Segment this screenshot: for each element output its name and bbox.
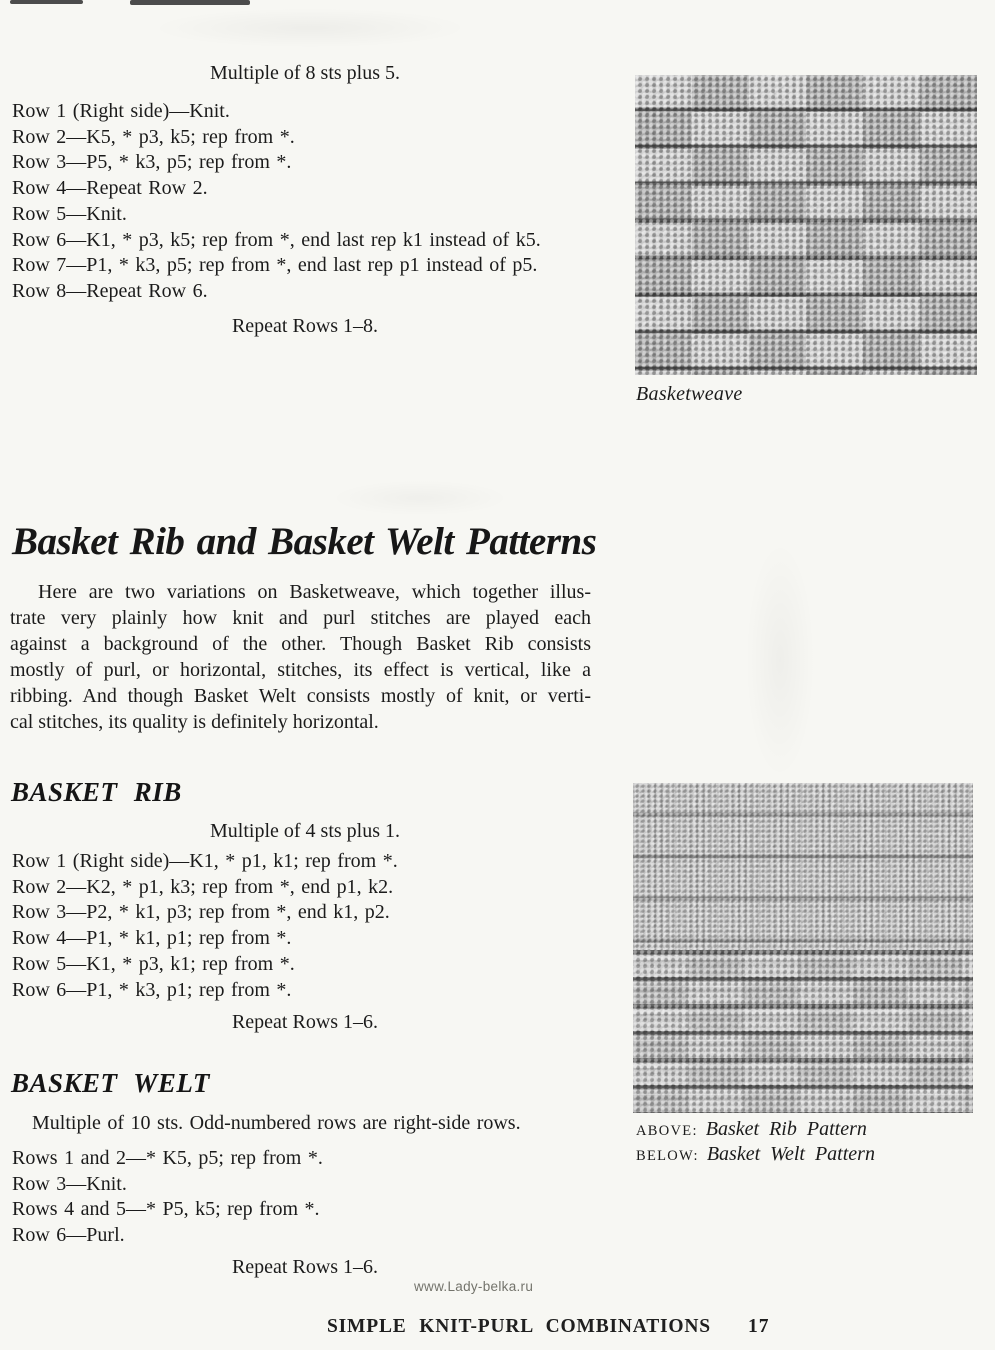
paragraph-line: trate very plainly how knit and purl stitches are played each (10, 607, 591, 629)
paragraph-line: Here are two variations on Basketweave, which together illus- (38, 581, 591, 603)
pattern-row: Row 2—K5, * p3, k5; rep from *. (12, 125, 295, 148)
basketweave-photo-caption: Basketweave (636, 383, 743, 405)
pattern-row: Row 5—Knit. (12, 202, 127, 225)
pattern-row: Row 1 (Right side)—K1, * p1, k1; rep from *. (12, 850, 398, 872)
paragraph-line: cal stitches, its quality is definitely horizontal. (10, 711, 379, 733)
pattern-row: Row 4—Repeat Row 2. (12, 177, 208, 200)
running-footer-title: SIMPLE KNIT-PURL COMBINATIONS (327, 1316, 711, 1337)
basket-welt-heading: BASKET WELT (11, 1068, 210, 1098)
figure2-caption-above (636, 1118, 875, 1143)
intro-paragraph (10, 579, 591, 735)
pattern-row: Row 3—P5, * k3, p5; rep from *. (12, 151, 292, 174)
paragraph-line: against a background of the other. Though Basket Rib consists (10, 633, 591, 655)
pattern-row: Row 6—P1, * k3, p1; rep from *. (12, 978, 292, 1001)
below-label: BELOW: (636, 1147, 699, 1164)
basket-welt-rows (12, 1146, 602, 1249)
scan-blot (150, 8, 470, 48)
pattern-row: Row 6—K1, * p3, k5; rep from *, end last rep k1 instead of k5. (12, 228, 541, 251)
pattern-row: Row 2—K2, * p1, k3; rep from *, end p1, k2. (12, 875, 394, 898)
basket-rib-repeat-line: Repeat Rows 1–6. (231, 1011, 379, 1033)
pattern-row: Row 4—P1, * k1, p1; rep from *. (12, 927, 292, 950)
pattern-row: Row 1 (Right side)—Knit. (12, 100, 230, 122)
basket-welt-pattern-overlay (633, 950, 973, 1113)
pattern-row: Row 8—Repeat Row 6. (12, 279, 208, 302)
scan-blot (745, 540, 815, 780)
basket-rib-rows (12, 849, 602, 1003)
pattern-row: Row 6—Purl. (12, 1224, 125, 1247)
page-title: Basket Rib and Basket Welt Patterns (12, 520, 597, 563)
paragraph-line: mostly of purl, or horizontal, stitches, its effect is vertical, like a (10, 659, 591, 681)
basketweave-pattern-overlay (635, 75, 977, 375)
basketweave-multiple-line: Multiple of 8 sts plus 5. (209, 62, 400, 84)
scan-smudge (130, 0, 250, 5)
above-label: ABOVE: (636, 1123, 698, 1139)
pattern-row: Row 3—P2, * k1, p3; rep from *, end k1, p2. (12, 901, 390, 924)
page-number: 17 (748, 1316, 770, 1337)
basketweave-photo (635, 75, 977, 375)
pattern-row: Rows 4 and 5—* P5, k5; rep from *. (12, 1198, 320, 1221)
basket-rib-pattern-overlay (633, 783, 973, 950)
scan-blot (330, 480, 510, 516)
pattern-row: Rows 1 and 2—* K5, p5; rep from *. (12, 1147, 323, 1169)
basket-rib-heading: BASKET RIB (11, 777, 182, 807)
basketweave-repeat-line: Repeat Rows 1–8. (231, 315, 379, 337)
basket-welt-multiple-line: Multiple of 10 sts. Odd-numbered rows are right-side rows. (32, 1112, 521, 1134)
figure2-caption-below (636, 1143, 875, 1168)
site-watermark: www.Lady-belka.ru (414, 1279, 534, 1294)
basket-rib-multiple-line: Multiple of 4 sts plus 1. (209, 820, 400, 842)
below-caption-text: Basket Welt Pattern (706, 1142, 875, 1165)
figure2-captions (636, 1118, 875, 1167)
scan-smudge (10, 0, 83, 4)
basketweave-rows (12, 99, 602, 305)
pattern-row: Row 5—K1, * p3, k1; rep from *. (12, 952, 295, 975)
basket-welt-repeat-line: Repeat Rows 1–6. (231, 1256, 379, 1278)
pattern-row: Row 3—Knit. (12, 1172, 127, 1195)
basket-rib-welt-photo (633, 783, 973, 1113)
pattern-row: Row 7—P1, * k3, p5; rep from *, end last rep p1 instead of p5. (12, 254, 538, 277)
paragraph-line: ribbing. And though Basket Welt consists mostly of knit, or verti- (10, 685, 591, 707)
above-caption-text: Basket Rib Pattern (705, 1118, 867, 1140)
